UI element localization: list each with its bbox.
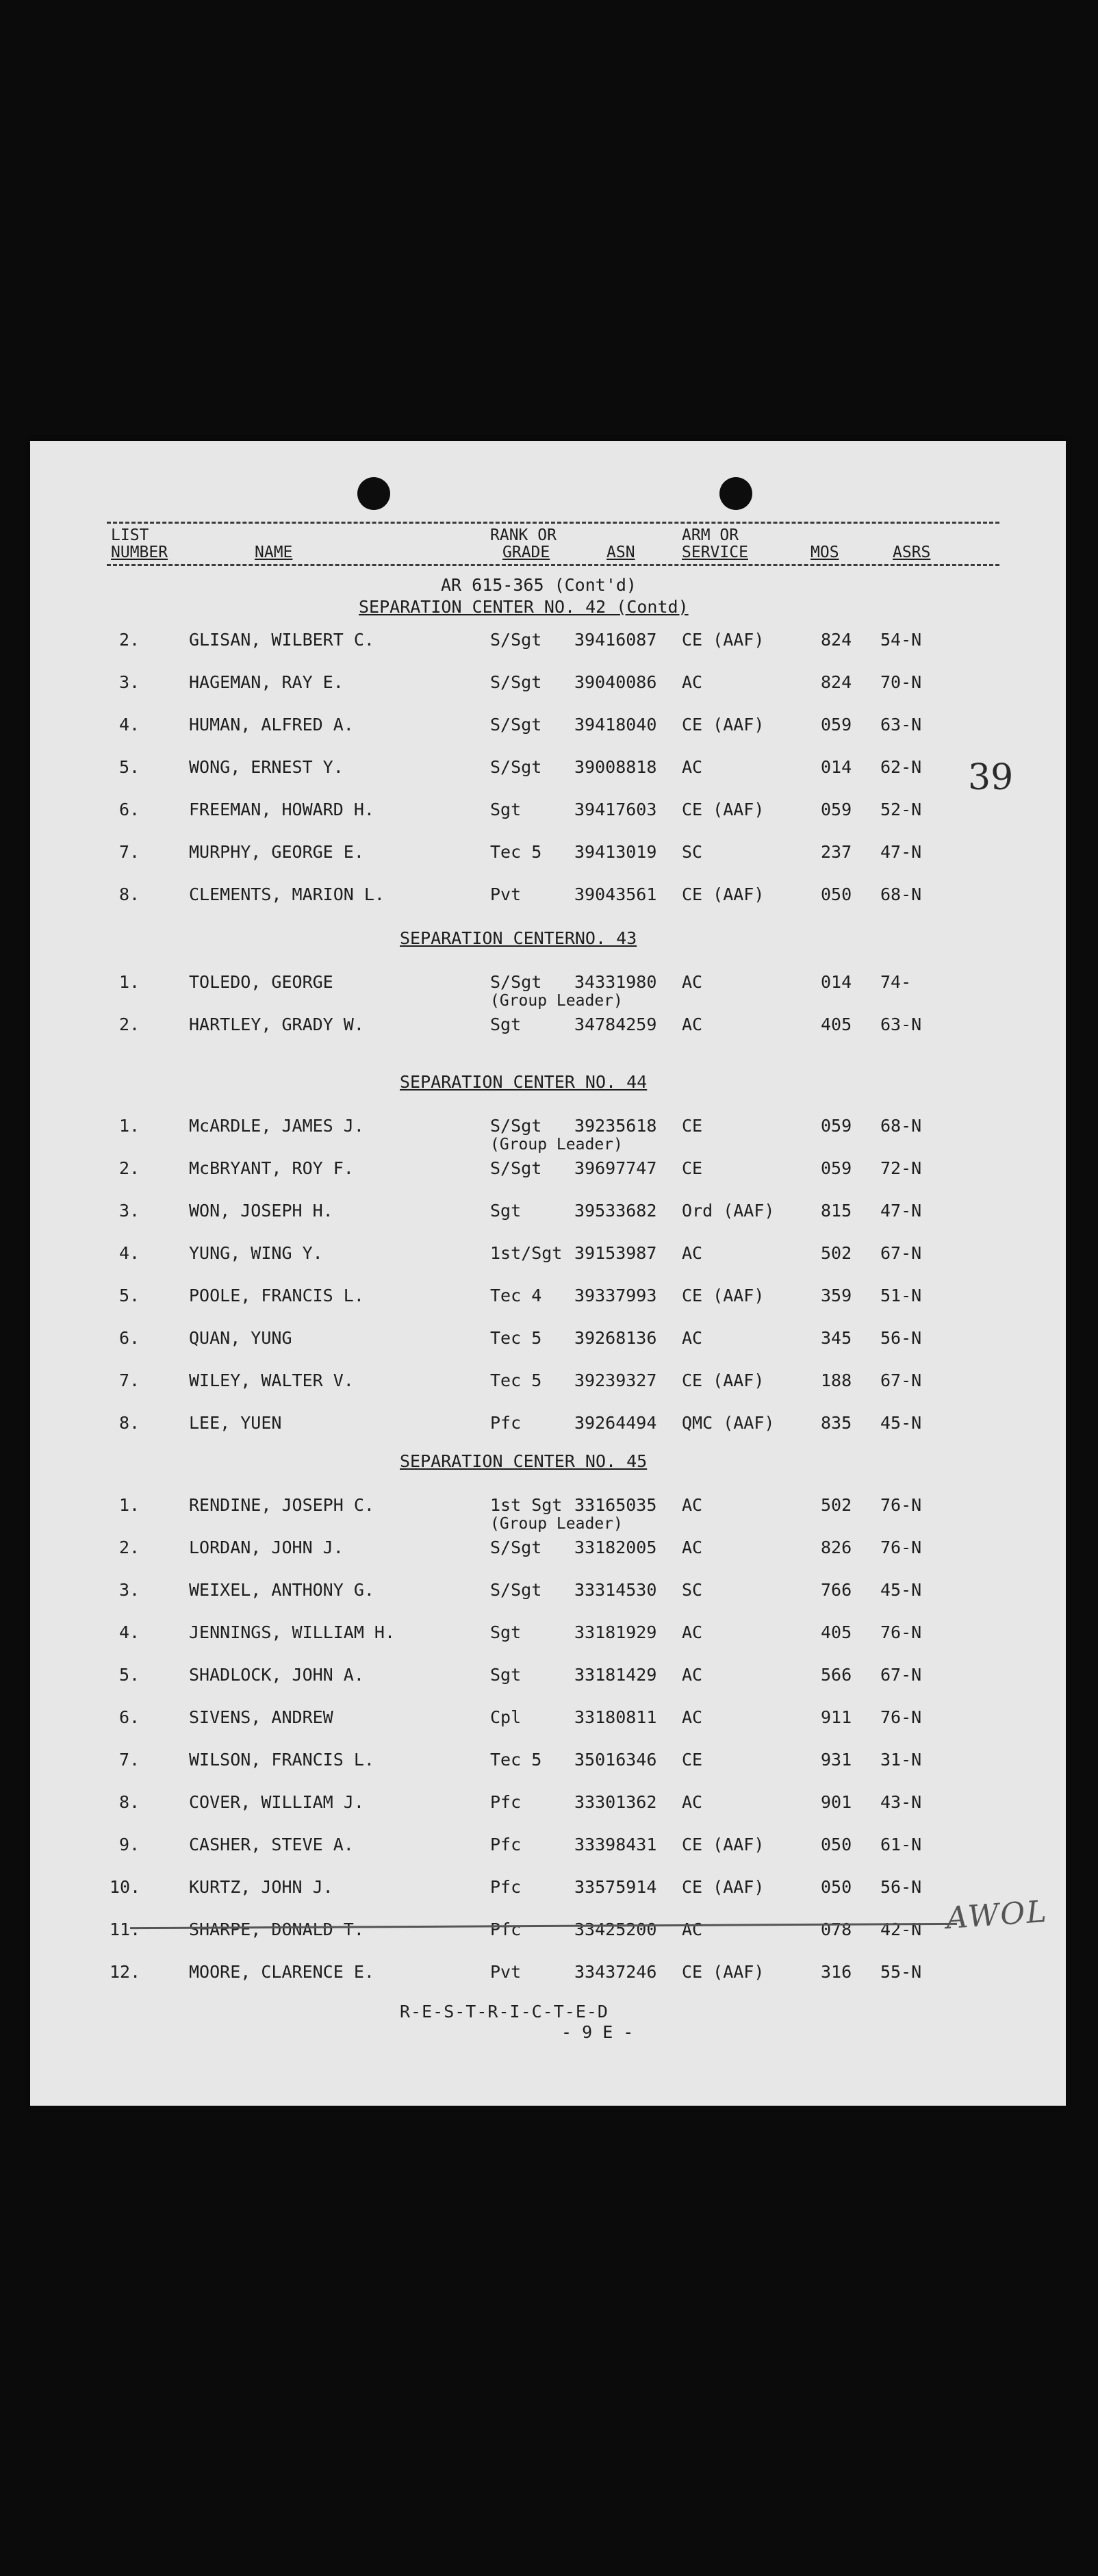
soldier-name: TOLEDO, GEORGE (189, 972, 333, 992)
asn-number: 33165035 (574, 1495, 657, 1515)
header-mos-label: MOS (810, 544, 839, 561)
rank-grade: Pfc (490, 1920, 522, 1939)
section-title: SEPARATION CENTER NO. 42 (Contd) (359, 597, 689, 617)
mos-code: 405 (821, 1622, 852, 1642)
arm-service: AC (682, 1538, 703, 1557)
rank-grade: Sgt (490, 1665, 522, 1685)
arm-service: AC (682, 1495, 703, 1515)
asrs-score: 67-N (880, 1665, 922, 1685)
rank-grade: S/Sgt (490, 715, 542, 735)
arm-service: AC (682, 757, 703, 777)
arm-service: CE (AAF) (682, 1286, 765, 1305)
mos-code: 345 (821, 1328, 852, 1348)
list-number: 4. (119, 1622, 140, 1642)
rank-grade: Pfc (490, 1877, 522, 1897)
header-rule-top (107, 522, 999, 524)
rank-grade: S/Sgt (490, 1580, 542, 1600)
mos-code: 766 (821, 1580, 852, 1600)
asrs-score: 56-N (880, 1877, 922, 1897)
mos-code: 059 (821, 800, 852, 819)
list-number: 6. (119, 1707, 140, 1727)
header-arm-label: ARM OR (682, 526, 739, 544)
asn-number: 39153987 (574, 1243, 657, 1263)
list-number: 2. (119, 1158, 140, 1178)
asrs-score: 52-N (880, 800, 922, 819)
mos-code: 014 (821, 972, 852, 992)
mos-code: 050 (821, 1877, 852, 1897)
asrs-score: 56-N (880, 1328, 922, 1348)
list-number: 5. (119, 1286, 140, 1305)
arm-service: CE (AAF) (682, 1877, 765, 1897)
asn-number: 33437246 (574, 1962, 657, 1982)
asrs-score: 45-N (880, 1580, 922, 1600)
asn-number: 39264494 (574, 1413, 657, 1433)
asrs-score: 74- (880, 972, 912, 992)
arm-service: AC (682, 972, 703, 992)
rank-grade: S/Sgt (490, 630, 542, 650)
soldier-name: HAGEMAN, RAY E. (189, 672, 344, 692)
list-number: 11. (110, 1920, 141, 1939)
soldier-name: POOLE, FRANCIS L. (189, 1286, 364, 1305)
arm-service: AC (682, 1792, 703, 1812)
list-number: 1. (119, 1116, 140, 1136)
soldier-name: McARDLE, JAMES J. (189, 1116, 364, 1136)
soldier-name: CASHER, STEVE A. (189, 1835, 354, 1854)
rank-grade: Tec 5 (490, 1750, 542, 1770)
mos-code: 835 (821, 1413, 852, 1433)
rank-grade: Pvt (490, 884, 522, 904)
soldier-name: WEIXEL, ANTHONY G. (189, 1580, 374, 1600)
rank-grade: Sgt (490, 1622, 522, 1642)
asrs-score: 68-N (880, 1116, 922, 1136)
section-title: SEPARATION CENTER NO. 45 (400, 1451, 648, 1471)
asn-number: 39413019 (574, 842, 657, 862)
asn-number: 33314530 (574, 1580, 657, 1600)
mos-code: 901 (821, 1792, 852, 1812)
list-number: 1. (119, 972, 140, 992)
arm-service: AC (682, 1707, 703, 1727)
asn-number: 35016346 (574, 1750, 657, 1770)
mos-code: 059 (821, 1116, 852, 1136)
list-number: 3. (119, 1201, 140, 1221)
mos-code: 014 (821, 757, 852, 777)
list-number: 2. (119, 1015, 140, 1034)
soldier-name: YUNG, WING Y. (189, 1243, 323, 1263)
soldier-name: WILEY, WALTER V. (189, 1370, 354, 1390)
rank-grade: Tec 4 (490, 1286, 542, 1305)
asn-number: 33575914 (574, 1877, 657, 1897)
asrs-score: 61-N (880, 1835, 922, 1854)
asrs-score: 76-N (880, 1495, 922, 1515)
rank-grade: Cpl (490, 1707, 522, 1727)
rank-grade: Tec 5 (490, 842, 542, 862)
rank-grade: Tec 5 (490, 1328, 542, 1348)
asn-number: 33181429 (574, 1665, 657, 1685)
soldier-name: QUAN, YUNG (189, 1328, 292, 1348)
list-number: 3. (119, 672, 140, 692)
asrs-score: 68-N (880, 884, 922, 904)
arm-service: CE (AAF) (682, 1962, 765, 1982)
mos-code: 188 (821, 1370, 852, 1390)
asrs-score: 76-N (880, 1622, 922, 1642)
asrs-score: 62-N (880, 757, 922, 777)
asn-number: 39008818 (574, 757, 657, 777)
soldier-name: SHADLOCK, JOHN A. (189, 1665, 364, 1685)
list-number: 2. (119, 630, 140, 650)
rank-grade: 1st/Sgt (490, 1243, 563, 1263)
classification-footer: R-E-S-T-R-I-C-T-E-D (400, 2002, 609, 2022)
asrs-score: 70-N (880, 672, 922, 692)
mos-code: 931 (821, 1750, 852, 1770)
asn-number: 34784259 (574, 1015, 657, 1034)
asrs-score: 45-N (880, 1413, 922, 1433)
asn-number: 39697747 (574, 1158, 657, 1178)
soldier-name: HARTLEY, GRADY W. (189, 1015, 364, 1034)
list-number: 4. (119, 1243, 140, 1263)
soldier-name: SIVENS, ANDREW (189, 1707, 333, 1727)
rank-grade: 1st Sgt (490, 1495, 563, 1515)
soldier-name: MOORE, CLARENCE E. (189, 1962, 374, 1982)
asn-number: 39418040 (574, 715, 657, 735)
arm-service: CE (AAF) (682, 715, 765, 735)
asn-number: 33181929 (574, 1622, 657, 1642)
list-number: 4. (119, 715, 140, 735)
soldier-name: WONG, ERNEST Y. (189, 757, 344, 777)
arm-service: AC (682, 672, 703, 692)
asn-number: 39533682 (574, 1201, 657, 1221)
soldier-name: LORDAN, JOHN J. (189, 1538, 344, 1557)
rank-grade: S/Sgt (490, 1158, 542, 1178)
asn-number: 33425200 (574, 1920, 657, 1939)
arm-service: CE (AAF) (682, 1370, 765, 1390)
asn-number: 33180811 (574, 1707, 657, 1727)
asrs-score: 63-N (880, 715, 922, 735)
mos-code: 566 (821, 1665, 852, 1685)
rank-grade: Pfc (490, 1413, 522, 1433)
arm-service: AC (682, 1243, 703, 1263)
list-number: 6. (119, 1328, 140, 1348)
mos-code: 359 (821, 1286, 852, 1305)
arm-service: AC (682, 1328, 703, 1348)
rank-grade: Sgt (490, 1201, 522, 1221)
asrs-score: 76-N (880, 1538, 922, 1557)
punch-hole (357, 477, 390, 510)
group-leader-note: (Group Leader) (490, 1136, 623, 1153)
asn-number: 33301362 (574, 1792, 657, 1812)
arm-service: SC (682, 1580, 703, 1600)
rank-grade: S/Sgt (490, 1538, 542, 1557)
arm-service: CE (AAF) (682, 1835, 765, 1854)
arm-service: CE (682, 1116, 703, 1136)
page-number: - 9 E - (561, 2022, 634, 2042)
soldier-name: McBRYANT, ROY F. (189, 1158, 354, 1178)
mos-code: 405 (821, 1015, 852, 1034)
header-name-label: NAME (255, 544, 293, 561)
arm-service: Ord (AAF) (682, 1201, 775, 1221)
soldier-name: FREEMAN, HOWARD H. (189, 800, 374, 819)
rank-grade: S/Sgt (490, 672, 542, 692)
mos-code: 059 (821, 1158, 852, 1178)
soldier-name: GLISAN, WILBERT C. (189, 630, 374, 650)
list-number: 8. (119, 1413, 140, 1433)
soldier-name: HUMAN, ALFRED A. (189, 715, 354, 735)
rank-grade: Sgt (490, 1015, 522, 1034)
asrs-score: 47-N (880, 1201, 922, 1221)
list-number: 8. (119, 1792, 140, 1812)
rank-grade: Sgt (490, 800, 522, 819)
arm-service: QMC (AAF) (682, 1413, 775, 1433)
asn-number: 39337993 (574, 1286, 657, 1305)
asrs-score: 43-N (880, 1792, 922, 1812)
rank-grade: S/Sgt (490, 757, 542, 777)
soldier-name: MURPHY, GEORGE E. (189, 842, 364, 862)
section-title: SEPARATION CENTERNO. 43 (400, 928, 637, 948)
soldier-name: COVER, WILLIAM J. (189, 1792, 364, 1812)
arm-service: CE (682, 1750, 703, 1770)
section-title: SEPARATION CENTER NO. 44 (400, 1072, 648, 1092)
mos-code: 050 (821, 884, 852, 904)
mos-code: 824 (821, 672, 852, 692)
mos-code: 824 (821, 630, 852, 650)
regulation-reference: AR 615-365 (Cont'd) (441, 575, 637, 595)
rank-grade: Pvt (490, 1962, 522, 1982)
mos-code: 050 (821, 1835, 852, 1854)
header-list-label: LIST (111, 526, 149, 544)
list-number: 6. (119, 800, 140, 819)
soldier-name: LEE, YUEN (189, 1413, 282, 1433)
mos-code: 316 (821, 1962, 852, 1982)
list-number: 9. (119, 1835, 140, 1854)
list-number: 2. (119, 1538, 140, 1557)
asrs-score: 47-N (880, 842, 922, 862)
mos-code: 502 (821, 1495, 852, 1515)
list-number: 12. (110, 1962, 141, 1982)
document-page (30, 441, 1066, 2106)
arm-service: AC (682, 1665, 703, 1685)
arm-service: CE (682, 1158, 703, 1178)
mos-code: 826 (821, 1538, 852, 1557)
mos-code: 078 (821, 1920, 852, 1939)
soldier-name: WILSON, FRANCIS L. (189, 1750, 374, 1770)
asrs-score: 54-N (880, 630, 922, 650)
asrs-score: 31-N (880, 1750, 922, 1770)
asn-number: 39040086 (574, 672, 657, 692)
asrs-score: 51-N (880, 1286, 922, 1305)
soldier-name: SHARPE, DONALD T. (189, 1920, 364, 1939)
group-leader-note: (Group Leader) (490, 992, 623, 1010)
asn-number: 39416087 (574, 630, 657, 650)
list-number: 8. (119, 884, 140, 904)
soldier-name: RENDINE, JOSEPH C. (189, 1495, 374, 1515)
list-number: 5. (119, 1665, 140, 1685)
header-grade-label: GRADE (502, 544, 550, 561)
asn-number: 33398431 (574, 1835, 657, 1854)
list-number: 1. (119, 1495, 140, 1515)
mos-code: 911 (821, 1707, 852, 1727)
list-number: 7. (119, 842, 140, 862)
asrs-score: 67-N (880, 1370, 922, 1390)
mos-code: 237 (821, 842, 852, 862)
arm-service: CE (AAF) (682, 884, 765, 904)
asrs-score: 55-N (880, 1962, 922, 1982)
asn-number: 33182005 (574, 1538, 657, 1557)
list-number: 7. (119, 1750, 140, 1770)
asrs-score: 67-N (880, 1243, 922, 1263)
soldier-name: KURTZ, JOHN J. (189, 1877, 333, 1897)
arm-service: AC (682, 1015, 703, 1034)
header-rule-bottom (107, 564, 999, 566)
header-service-label: SERVICE (682, 544, 748, 561)
header-asrs-label: ASRS (893, 544, 931, 561)
header-rank-label: RANK OR (490, 526, 557, 544)
punch-hole (719, 477, 752, 510)
awol-annotation: AWOL (945, 1893, 1049, 1937)
asn-number: 39268136 (574, 1328, 657, 1348)
asrs-score: 72-N (880, 1158, 922, 1178)
list-number: 10. (110, 1877, 141, 1897)
asn-number: 39239327 (574, 1370, 657, 1390)
group-leader-note: (Group Leader) (490, 1515, 623, 1533)
asn-number: 39043561 (574, 884, 657, 904)
arm-service: AC (682, 1622, 703, 1642)
mos-code: 815 (821, 1201, 852, 1221)
asrs-score: 63-N (880, 1015, 922, 1034)
arm-service: CE (AAF) (682, 800, 765, 819)
header-number-label: NUMBER (111, 544, 168, 561)
list-number: 5. (119, 757, 140, 777)
soldier-name: JENNINGS, WILLIAM H. (189, 1622, 396, 1642)
asrs-score: 76-N (880, 1707, 922, 1727)
rank-grade: Tec 5 (490, 1370, 542, 1390)
rank-grade: S/Sgt (490, 1116, 542, 1136)
list-number: 7. (119, 1370, 140, 1390)
soldier-name: WON, JOSEPH H. (189, 1201, 333, 1221)
rank-grade: Pfc (490, 1835, 522, 1854)
asn-number: 39235618 (574, 1116, 657, 1136)
rank-grade: S/Sgt (490, 972, 542, 992)
soldier-name: CLEMENTS, MARION L. (189, 884, 385, 904)
mos-code: 059 (821, 715, 852, 735)
header-asn-label: ASN (607, 544, 635, 561)
arm-service: CE (AAF) (682, 630, 765, 650)
asn-number: 34331980 (574, 972, 657, 992)
asrs-score: 42-N (880, 1920, 922, 1939)
arm-service: SC (682, 842, 703, 862)
list-number: 3. (119, 1580, 140, 1600)
arm-service: AC (682, 1920, 703, 1939)
asn-number: 39417603 (574, 800, 657, 819)
mos-code: 502 (821, 1243, 852, 1263)
rank-grade: Pfc (490, 1792, 522, 1812)
page-stamp: 39 (968, 757, 1014, 798)
